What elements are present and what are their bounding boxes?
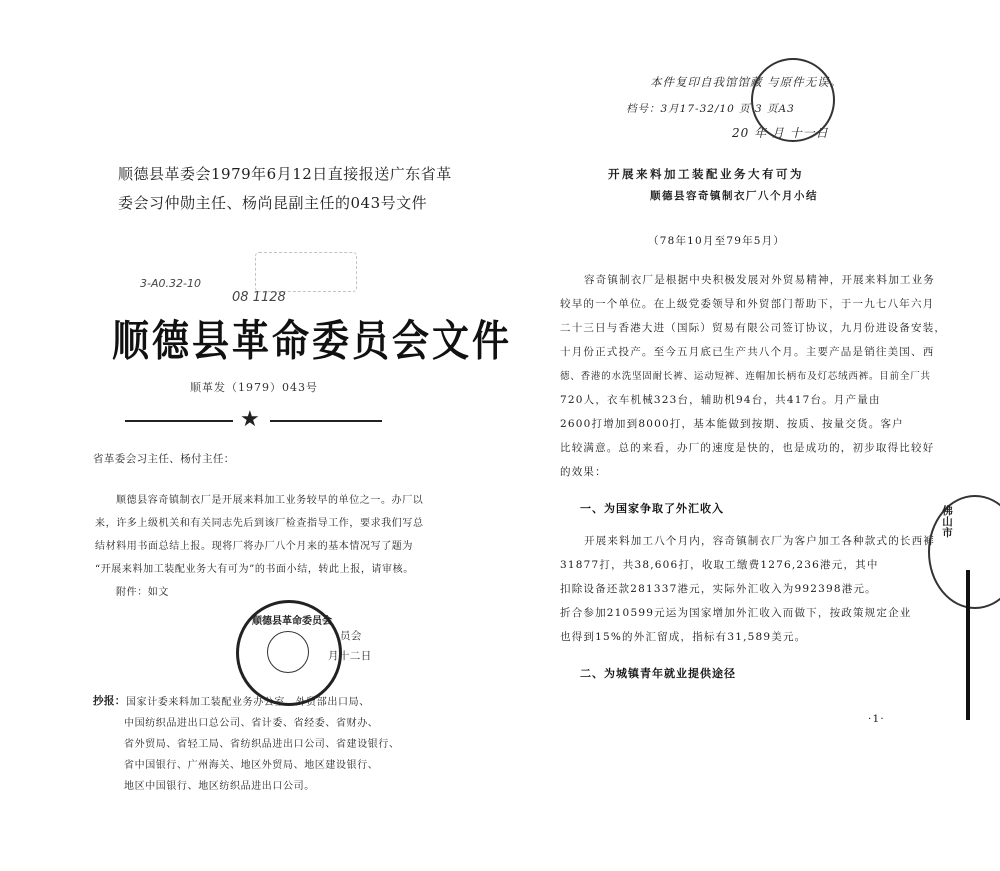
section-heading-2: 二、为城镇青年就业提供途径 — [580, 667, 736, 680]
seal-text: 顺德县革命委员会 — [252, 616, 332, 627]
cc-line-5: 地区中国银行、地区纺织品进出口公司。 — [124, 781, 315, 792]
handwritten-marks: 08 1128 — [232, 290, 286, 305]
star-icon: ★ — [240, 407, 260, 432]
received-stamp-mark — [255, 252, 357, 292]
para1-line-1: 容奇镇制衣厂是根据中央积极发展对外贸易精神，开展来料加工业务 — [584, 274, 935, 286]
side-seal-text: 佛山市 — [941, 505, 953, 538]
seal-emblem — [267, 631, 309, 673]
report-title: 开展来料加工装配业务大有可为 — [608, 167, 804, 181]
document-title: 顺德县革命委员会文件 — [112, 315, 512, 366]
report-period: （78年10月至79年5月） — [648, 235, 786, 247]
attachment-note: 附件：如文 — [116, 587, 169, 598]
cc-label: 抄报： — [93, 695, 126, 707]
cc-line-1: 国家计委来料加工装配业务办公室、外贸部出口局、 — [126, 697, 370, 708]
para1-line-4: 十月份正式投产。至今五月底已生产共八个月。主要产品是销往美国、西 — [560, 346, 935, 358]
para1-line-6: 720人，衣车机械323台，辅助机94台，共417台。月产量由 — [560, 394, 881, 406]
para2-line-4: 折合参加210599元运为国家增加外汇收入而做下，按政策规定企业 — [560, 607, 912, 619]
para1-line-7: 2600打增加到8000打，基本能做到按期、按质、按量交货。客户 — [560, 418, 904, 430]
section-heading-1: 一、为国家争取了外汇收入 — [580, 502, 724, 515]
cc-line-4: 省中国银行、广州海关、地区外贸局、地区建设银行、 — [124, 760, 379, 771]
body-line-2: 来，许多上级机关和有关同志先后到该厂检查指导工作，要求我们写总 — [95, 518, 424, 529]
divider-left — [125, 420, 233, 422]
addressee: 省革委会习主任、杨付主任： — [93, 453, 235, 465]
body-line-1: 顺德县容奇镇制衣厂是开展来料加工业务较早的单位之一。办厂以 — [116, 495, 424, 506]
header-line-1: 顺德县革委会1979年6月12日直接报送广东省革 — [118, 165, 452, 183]
cc-line-2: 中国纺织品进出口总公司、省计委、省经委、省财办、 — [124, 718, 379, 729]
seal-date: 月十二日 — [328, 650, 372, 662]
handwritten-reference: 3-A0.32-10 — [140, 277, 201, 290]
body-line-4: “开展来料加工装配业务大有可为”的书面小结，转此上报，请审核。 — [95, 564, 414, 575]
divider-right — [270, 420, 382, 422]
document-number: 顺革发（1979）043号 — [190, 381, 318, 394]
certification-date: 20 年 月 十一日 — [732, 126, 829, 140]
page-edge-shadow — [966, 570, 970, 720]
para1-line-2: 较早的一个单位。在上级党委领导和外贸部门帮助下，于一九七八年六月 — [560, 298, 935, 310]
para1-line-5: 德、香港的水洗坚固耐长裤、运动短裤、连帽加长柄布及灯芯绒西裤。目前全厂共 — [560, 371, 931, 382]
archive-number: 档号：3月17-32/10 页 3 页A3 — [626, 103, 795, 115]
para2-line-1: 开展来料加工八个月内，容奇镇制衣厂为客户加工各种款式的长西裤 — [584, 535, 935, 547]
body-line-3: 结材料用书面总结上报。现将厂将办厂八个月来的基本情况写了题为 — [95, 541, 413, 552]
header-line-2: 委会习仲勋主任、杨尚昆副主任的043号文件 — [118, 194, 428, 212]
para2-line-2: 31877打，共38,606打，收取工缴费1276,236港元，其中 — [560, 559, 879, 571]
page-number: ·1· — [868, 713, 885, 725]
archive-stamp — [751, 58, 835, 142]
para2-line-3: 扣除设备还款281337港元，实际外汇收入为992398港元。 — [560, 583, 877, 595]
seal-right-text: 员会 — [340, 630, 362, 642]
report-subtitle: 顺德县容奇镇制衣厂八个月小结 — [650, 190, 818, 202]
certification-line: 本件复印自我馆馆藏 与原件无误。 — [650, 75, 843, 89]
para1-line-3: 二十三日与香港大进（国际）贸易有限公司签订协议，九月份进设备安装， — [560, 322, 947, 334]
para2-line-5: 也得到15%的外汇留成，指标有31,589美元。 — [560, 631, 807, 643]
right-document-page — [500, 0, 1000, 871]
para1-line-9: 的效果： — [560, 466, 607, 478]
cc-line-3: 省外贸局、省轻工局、省纺织品进出口公司、省建设银行、 — [124, 739, 400, 750]
para1-line-8: 比较满意。总的来看，办厂的速度是快的，也是成功的，初步取得比较好 — [560, 442, 935, 454]
side-seal — [928, 495, 1000, 609]
